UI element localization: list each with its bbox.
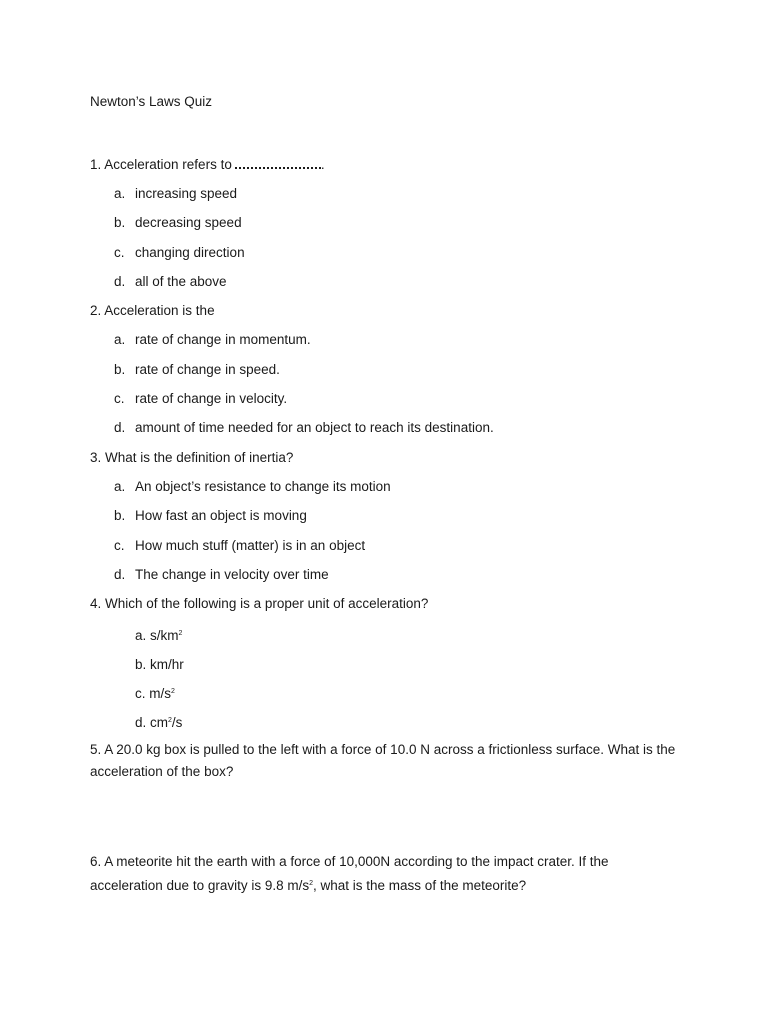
answer-blank [235, 157, 321, 169]
superscript: 2 [171, 688, 175, 695]
question-6 [90, 851, 680, 897]
option-text: all of the above [135, 274, 227, 289]
option-letter: d. [114, 420, 126, 435]
option-text: changing direction [135, 245, 245, 260]
superscript: 2 [168, 717, 172, 724]
superscript: 2 [309, 880, 314, 887]
question-text-after: , what is the mass of the meteorite? [313, 878, 527, 893]
option-text: The change in velocity over time [135, 567, 329, 582]
option-text: d. cm [135, 715, 169, 730]
option-letter: a. [114, 186, 126, 201]
question-3: 3. What is the definition of inertia? [90, 450, 294, 465]
option-text: rate of change in speed. [135, 362, 280, 377]
option-text: rate of change in momentum. [135, 332, 311, 347]
option-letter: d. [114, 274, 126, 289]
option-letter: c. [114, 538, 125, 553]
option-letter: c. [114, 245, 125, 260]
option-letter: a. [114, 479, 126, 494]
option-text-after: /s [171, 715, 183, 730]
question-4: 4. Which of the following is a proper unit of acceleration? [90, 596, 429, 611]
option-letter: d. [114, 567, 126, 582]
option-text: rate of change in velocity. [135, 391, 288, 406]
option-text: c. m/s [135, 686, 171, 701]
question-1 [90, 156, 325, 174]
option-text: How fast an object is moving [135, 508, 307, 523]
option-text: An object’s resistance to change its motion [135, 479, 391, 494]
option-row [135, 712, 182, 732]
quiz-title: Newton’s Laws Quiz [90, 94, 213, 109]
option-row [135, 625, 182, 645]
option-letter: a. [114, 332, 126, 347]
option-letter: c. [114, 391, 125, 406]
option-letter: b. [114, 215, 126, 230]
option-letter: b. [114, 508, 126, 523]
option-text: increasing speed [135, 186, 238, 201]
question-text: 1. Acceleration refers to [90, 157, 232, 172]
question-trail: . [320, 157, 325, 172]
superscript: 2 [178, 630, 183, 637]
option-text: a. s/km [135, 628, 179, 643]
option-letter: b. [114, 362, 126, 377]
question-5: 5. A 20.0 kg box is pulled to the left with a force of 10.0 N across a frictionless surface. What is the acceleration of the box? [90, 742, 676, 779]
option-text: decreasing speed [135, 215, 242, 230]
option-text: How much stuff (matter) is in an object [135, 538, 366, 553]
question-text: 6. A meteorite hit the earth with a force of 10,000N according to the impact crater. If the acceleration due to gravity is 9.8 m/s [90, 854, 609, 893]
option-text: b. km/hr [135, 657, 184, 672]
option-text: amount of time needed for an object to reach its destination. [135, 420, 494, 435]
option-row [135, 654, 184, 674]
question-2: 2. Acceleration is the [90, 303, 215, 318]
option-row [135, 683, 175, 703]
